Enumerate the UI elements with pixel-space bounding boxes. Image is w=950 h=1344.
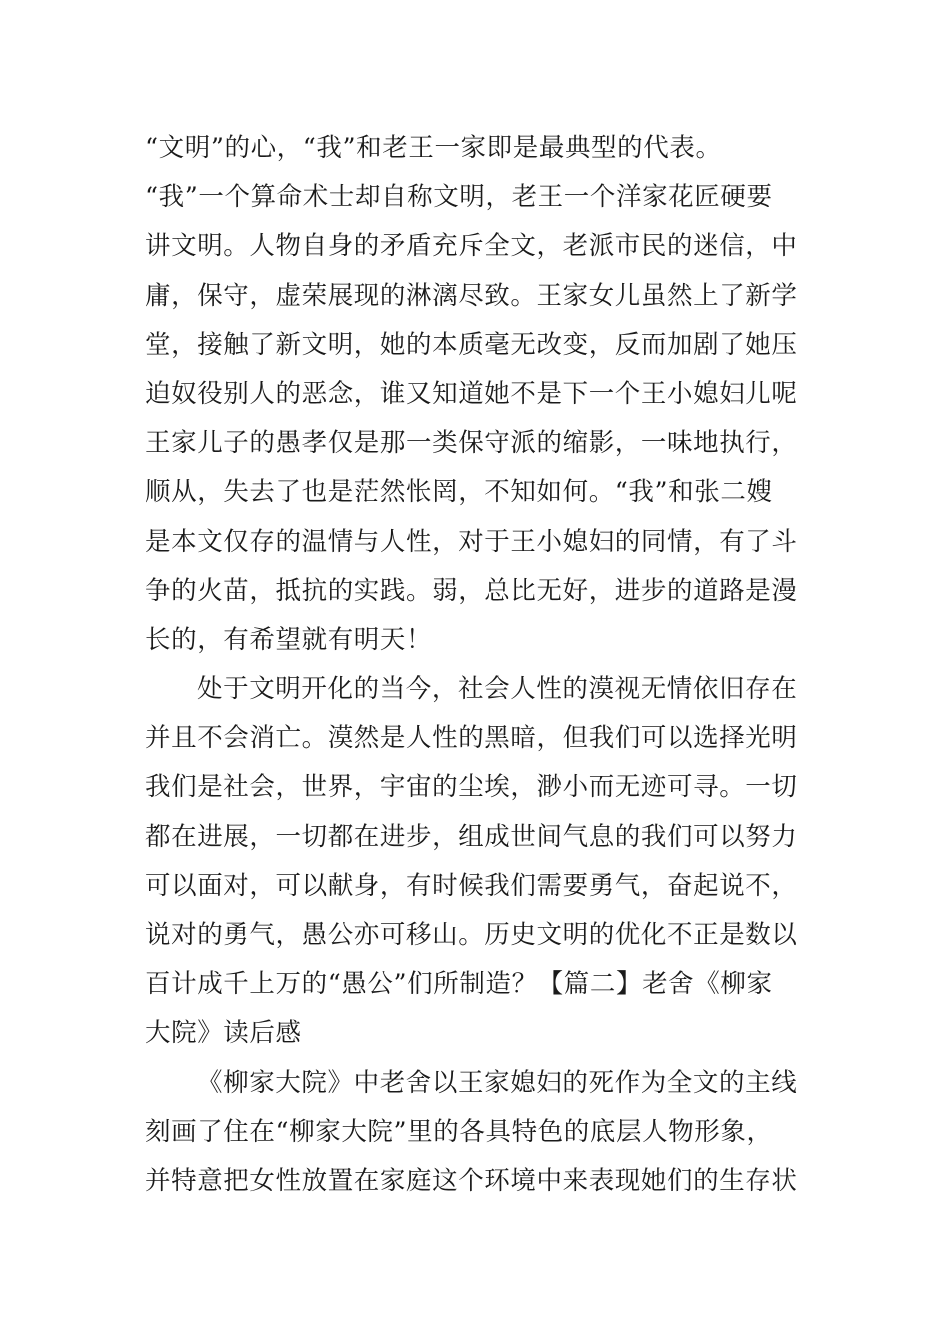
text-line: 长的，有希望就有明天！ [145,624,433,655]
text-line: 庸，保守，虚荣展现的淋漓尽致。王家女儿虽然上了新学 [145,280,798,311]
text-line: 堂，接触了新文明，她的本质毫无改变，反而加剧了她压 [145,329,798,360]
text-line: 刻画了住在“柳家大院”里的各具特色的底层人物形象， [145,1116,773,1147]
text-line: 顺从，失去了也是茫然怅罔，不知如何。“我”和张二嫂 [145,477,773,508]
text-line: “我”一个算命术士却自称文明，老王一个洋家花匠硬要 [145,182,773,213]
text-line: 王家儿子的愚孝仅是那一类保守派的缩影，一味地执行， [145,428,798,459]
paragraph-start-line: 处于文明开化的当今，社会人性的漠视无情依旧存在 [197,674,798,705]
text-line: 并特意把女性放置在家庭这个环境中来表现她们的生存状 [145,1165,798,1196]
text-line: 讲文明。人物自身的矛盾充斥全文，老派市民的迷信，中 [145,231,798,262]
text-line: “文明”的心，“我”和老王一家即是最典型的代表。 [145,133,722,163]
text-line: 都在进展，一切都在进步，组成世间气息的我们可以努力 [145,821,798,852]
text-line: 我们是社会，世界，宇宙的尘埃，渺小而无迹可寻。一切 [145,772,798,803]
text-line: 是本文仅存的温情与人性，对于王小媳妇的同情，有了斗 [145,526,798,557]
text-line: 可以面对，可以献身，有时候我们需要勇气，奋起说不， [145,870,798,901]
text-line: 争的火苗，抵抗的实践。弱，总比无好，进步的道路是漫 [145,575,798,606]
document-body-text [145,124,810,1206]
text-line: 说对的勇气，愚公亦可移山。历史文明的优化不正是数以 [145,920,798,950]
paragraph-start-line: 《柳家大院》中老舍以王家媳妇的死作为全文的主线 [197,1067,798,1098]
text-line: 并且不会消亡。漠然是人性的黑暗，但我们可以选择光明 [145,723,798,754]
text-line: 百计成千上万的“愚公”们所制造？【篇二】老舍《柳家 [145,969,773,1000]
text-line: 迫奴役别人的恶念，谁又知道她不是下一个王小媳妇儿呢 [145,378,798,409]
text-line: 大院》读后感 [145,1018,302,1049]
